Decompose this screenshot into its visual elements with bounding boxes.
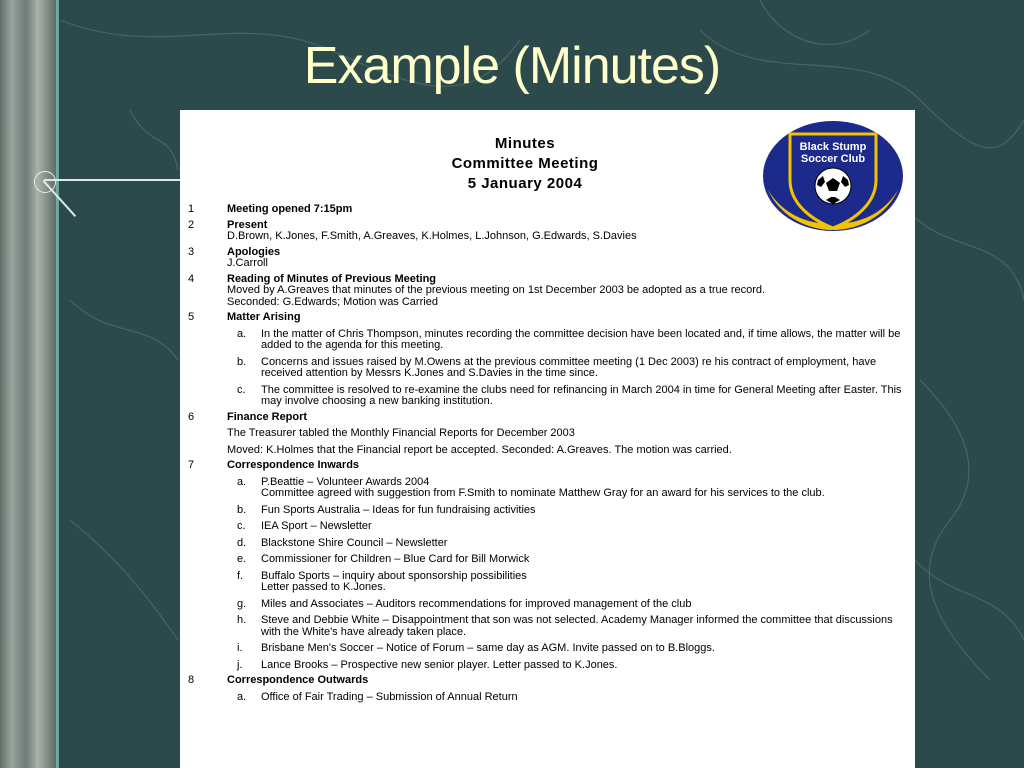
sub-item (227, 505, 908, 517)
document-title-line: 5 January 2004 (467, 175, 583, 192)
item-heading: Meeting opened 7:15pm (227, 203, 353, 215)
item-text: D.Brown, K.Jones, F.Smith, A.Greaves, K.Holmes, L.Johnson, G.Edwards, S.Davies (227, 230, 637, 242)
sub-item-text: IEA Sport – Newsletter (261, 520, 372, 532)
minutes-item (188, 247, 908, 270)
sub-item-text: Steve and Debbie White – Disappointment that son was not selected. Academy Manager informed the committee that discussions with the White's have already taken place. (261, 614, 893, 638)
item-paragraph: The Treasurer tabled the Monthly Financial Reports for December 2003 (227, 427, 575, 439)
minutes-items (188, 204, 908, 707)
item-number: 3 (188, 245, 195, 258)
sub-item-text: Brisbane Men's Soccer – Notice of Forum – same day as AGM. Invite passed on to B.Bloggs. (261, 642, 715, 654)
sub-item-text: Miles and Associates – Auditors recommendations for improved management of the club (261, 597, 692, 610)
sub-item (227, 571, 908, 594)
minutes-item (188, 220, 908, 243)
sub-item (227, 357, 908, 380)
sub-item-extra: Committee agreed with suggestion from F.Smith to nominate Matthew Gray for an award for his services to the club. (261, 487, 825, 499)
sub-item-letter: e. (237, 553, 247, 565)
sub-item (227, 692, 908, 704)
minutes-document (180, 110, 915, 768)
sub-item-text: P.Beattie – Volunteer Awards 2004 (261, 475, 430, 488)
sub-item (227, 643, 908, 655)
sub-item-letter: i. (237, 642, 243, 654)
slide-title: Example (Minutes) (303, 37, 721, 95)
sub-item (227, 521, 908, 533)
item-heading: Correspondence Inwards (227, 459, 360, 471)
sub-item-letter: a. (237, 690, 247, 703)
item-paragraph: Moved: K.Holmes that the Financial report be accepted. Seconded: A.Greaves. The motion was carried. (227, 443, 732, 456)
minutes-item (188, 274, 908, 309)
sub-item-text: Lance Brooks – Prospective new senior player. Letter passed to K.Jones. (261, 658, 618, 671)
sub-item-letter: a. (237, 475, 247, 488)
item-heading: Present (227, 218, 268, 231)
sub-item-text: Fun Sports Australia – Ideas for fun fundraising activities (261, 503, 536, 516)
item-text: Seconded: G.Edwards; Motion was Carried (227, 295, 438, 308)
sub-item-text: Buffalo Sports – inquiry about sponsorship possibilities (261, 569, 527, 582)
sub-item-text: Blackstone Shire Council – Newsletter (261, 536, 448, 549)
minutes-item (188, 460, 908, 671)
logo-text-line1: Black Stump (799, 141, 867, 153)
sub-item-text: Concerns and issues raised by M.Owens at the previous committee meeting (1 Dec 2003) re his contract of employment, have received attention by Messrs K.Jones and S.Davies in the time since. (261, 355, 877, 379)
sub-item (227, 660, 908, 672)
sub-item (227, 599, 908, 611)
item-heading: Reading of Minutes of Previous Meeting (227, 272, 437, 285)
sub-item (227, 385, 908, 408)
item-number: 7 (188, 459, 195, 471)
item-number: 5 (188, 311, 195, 323)
sub-item-letter: j. (237, 658, 243, 671)
item-heading: Apologies (227, 245, 281, 258)
item-text: Moved by A.Greaves that minutes of the previous meeting on 1st December 2003 be adopted as a true record. (227, 284, 766, 296)
sub-item (227, 615, 908, 638)
document-title-line: Committee Meeting (451, 155, 599, 172)
sub-item-letter: g. (237, 597, 247, 610)
decorative-line (44, 179, 184, 181)
sub-item-text: In the matter of Chris Thompson, minutes recording the committee decision have been located and, if time allows, the matter will be added to the agenda for this meeting. (261, 327, 901, 351)
item-number: 8 (188, 674, 195, 686)
sub-item-letter: d. (237, 536, 247, 549)
minutes-item (188, 412, 908, 457)
sub-item-text: Office of Fair Trading – Submission of Annual Return (261, 690, 518, 703)
sub-item-letter: c. (237, 383, 246, 396)
sub-item (227, 554, 908, 566)
left-strip-edge (56, 0, 59, 768)
item-number: 6 (188, 410, 195, 423)
sub-item-letter: b. (237, 503, 247, 516)
sub-item-letter: c. (237, 520, 246, 532)
sub-item-letter: a. (237, 327, 247, 340)
sub-item-letter: b. (237, 355, 247, 368)
item-number: 1 (188, 203, 195, 215)
sub-item-extra: Letter passed to K.Jones. (261, 581, 386, 593)
item-heading: Finance Report (227, 410, 308, 423)
minutes-item (188, 675, 908, 703)
document-title-line: Minutes (494, 135, 556, 152)
sub-item-text: Commissioner for Children – Blue Card for Bill Morwick (261, 553, 530, 565)
item-number: 2 (188, 218, 195, 231)
sub-item-text: The committee is resolved to re-examine the clubs need for refinancing in March 2004 in time for General Meeting after Easter. This may involve choosing a new banking institution. (261, 383, 902, 407)
item-heading: Correspondence Outwards (227, 674, 369, 686)
minutes-item (188, 204, 908, 216)
minutes-item (188, 312, 908, 408)
item-text: J.Carroll (227, 257, 268, 269)
item-heading: Matter Arising (227, 311, 301, 323)
sub-item-letter: h. (237, 614, 247, 626)
sub-item-letter: f. (237, 569, 244, 582)
sub-item (227, 477, 908, 500)
item-number: 4 (188, 272, 195, 285)
logo-text-line2: Soccer Club (800, 153, 866, 165)
left-decorative-strip (0, 0, 58, 768)
sub-item (227, 538, 908, 550)
soccer-ball-icon (815, 168, 851, 204)
sub-item (227, 329, 908, 352)
